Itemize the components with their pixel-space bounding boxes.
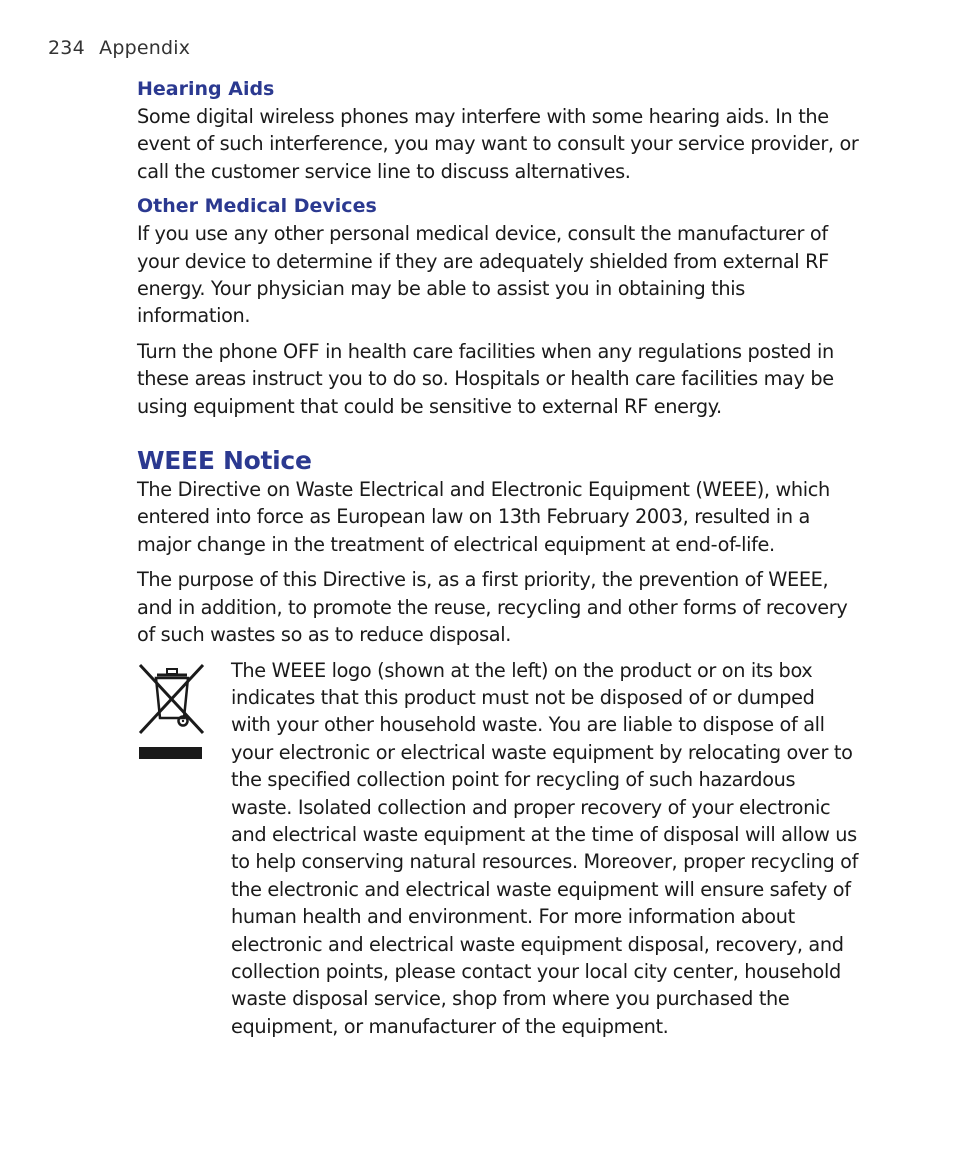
page-content — [137, 76, 859, 1040]
weee-notice-heading: WEEE Notice — [137, 446, 312, 476]
hearing-aids-paragraph: Some digital wireless phones may interfere with some hearing aids. In the event of such interference, you may want to consult your service provider, or call the customer service line to discuss alternatives. — [137, 105, 859, 183]
other-medical-paragraph-2: Turn the phone OFF in health care facilities when any regulations posted in these areas instruct you to do so. Hospitals or health care facilities may be using equipment that could be sensitive to external RF energy. — [137, 339, 834, 418]
other-medical-devices-heading: Other Medical Devices — [137, 195, 377, 218]
weee-logo-description — [231, 657, 859, 1041]
crossed-out-wheelie-bin-icon — [137, 657, 231, 765]
other-medical-paragraph-1: If you use any other personal medical device, consult the manufacturer of your device to determine if they are adequately shielded from external RF energy. Your physician may be able to assist you in obtaining this information. — [137, 222, 829, 328]
page-number: 234 — [48, 37, 85, 59]
section-name: Appendix — [99, 37, 191, 59]
weee-paragraph-1: The Directive on Waste Electrical and Electronic Equipment (WEEE), which entered into force as European law on 13th February 2003, resulted in a major change in the treatment of electrical equipment at end-of-life. — [137, 478, 830, 556]
weee-logo-block — [137, 657, 859, 1041]
weee-paragraph-3: The WEEE logo (shown at the left) on the product or on its box indicates that this product must not be disposed of or dumped with your other household waste. You are liable to dispose of all your electronic or electrical waste equipment by relocating over to the specified collection point for recycling of such hazardous waste. Isolated collection and proper recovery of your electronic and electrical waste equipment at the time of disposal will allow us to help conserving natural resources. Moreover, proper recycling of the electronic and electrical waste equipment will ensure safety of human health and environment. For more information about electronic and electrical waste equipment disposal, recovery, and collection points, please contact your local city center, household waste disposal service, shop from where you purchased the equipment, or manufacturer of the equipment. — [231, 658, 859, 1038]
weee-paragraph-2: The purpose of this Directive is, as a first priority, the prevention of WEEE, and in addition, to promote the reuse, recycling and other forms of recovery of such wastes so as to reduce disposal. — [137, 568, 848, 647]
page-header — [48, 37, 190, 59]
hearing-aids-heading: Hearing Aids — [137, 78, 275, 100]
